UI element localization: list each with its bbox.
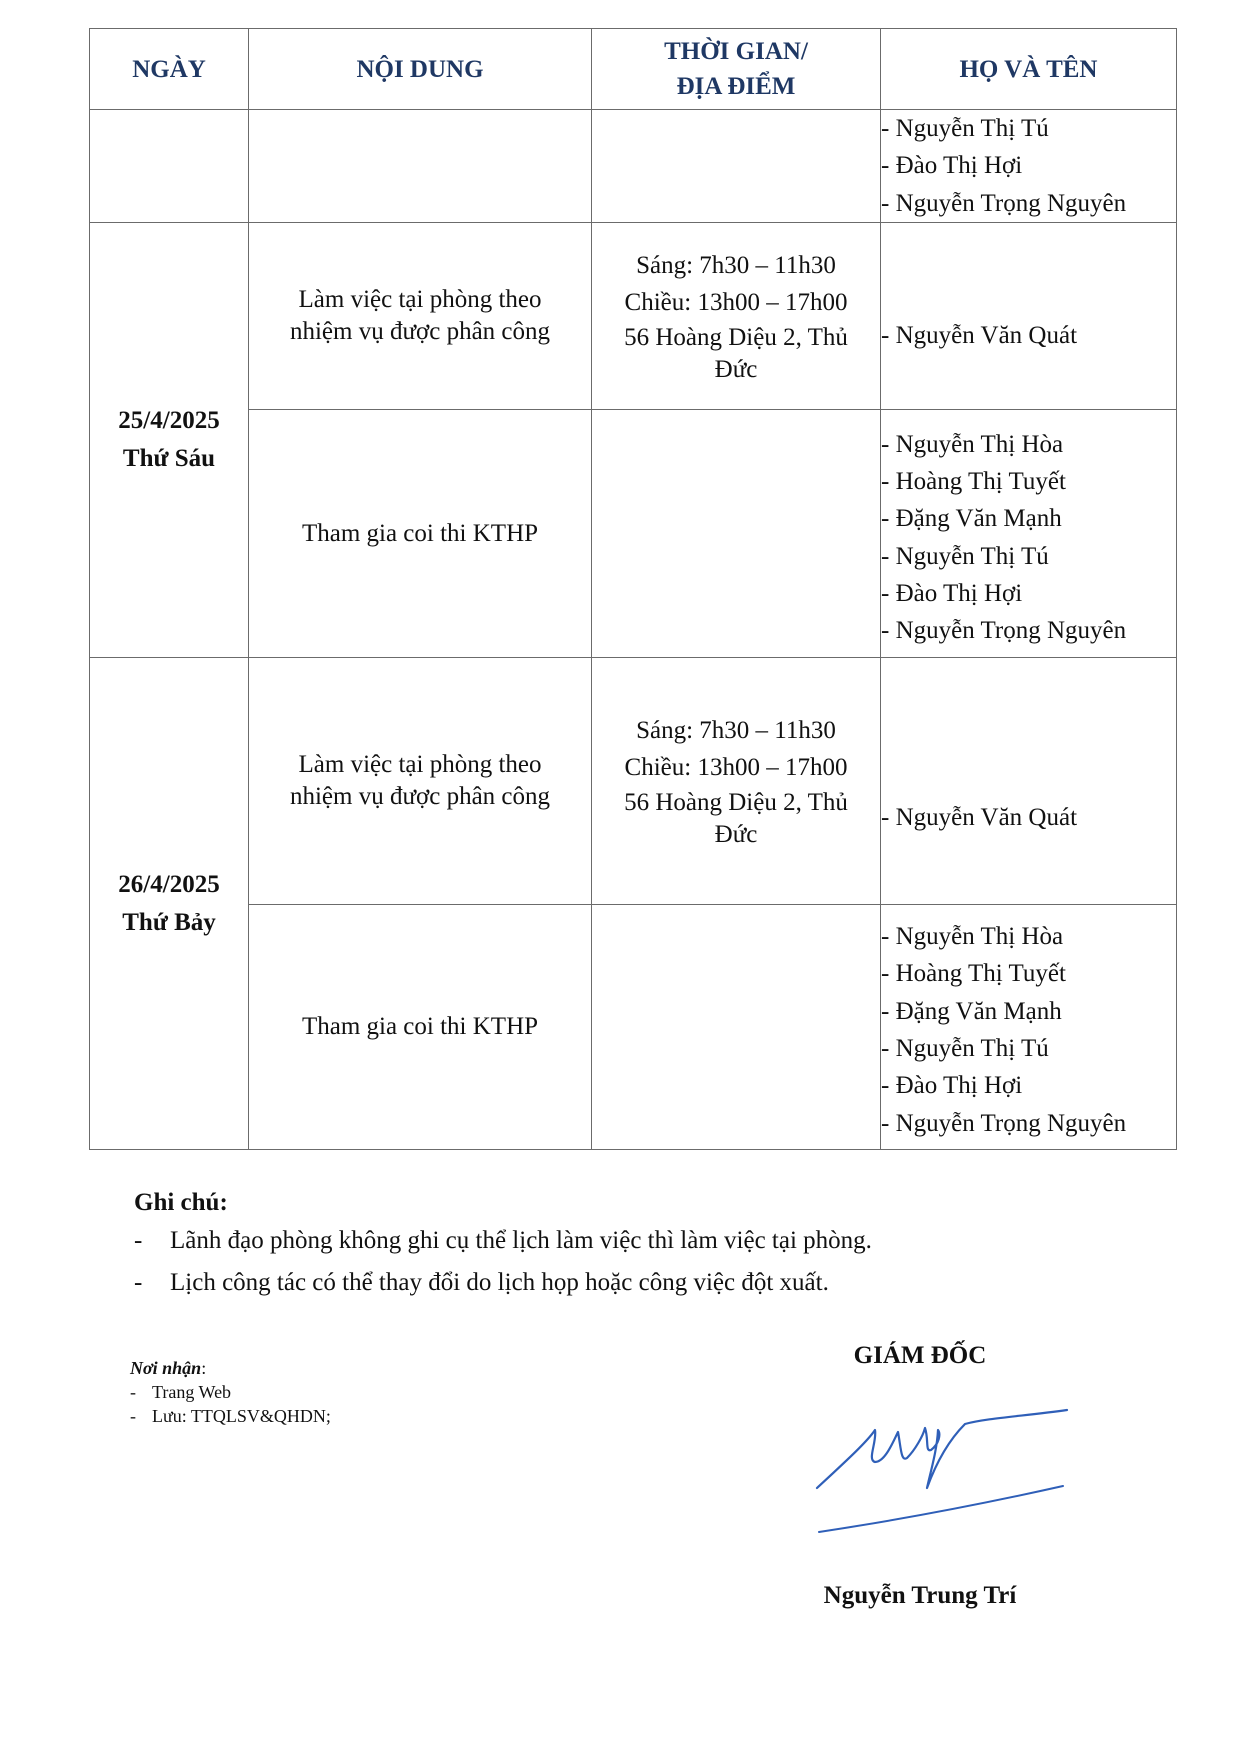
location-line: 56 Hoàng Diệu 2, Thủ bbox=[624, 789, 848, 816]
morning-time: Sáng: 7h30 – 11h30 bbox=[636, 717, 836, 744]
header-day: NGÀY bbox=[90, 29, 249, 110]
content-cell: Tham gia coi thi KTHP bbox=[249, 905, 592, 1150]
person-name: - Nguyễn Trọng Nguyên bbox=[881, 617, 1127, 645]
signer-name: Nguyễn Trung Trí bbox=[823, 1582, 1017, 1609]
note-text: Lịch công tác có thể thay đổi do lịch họp hoặc công việc đột xuất. bbox=[170, 1269, 829, 1296]
header-names: HỌ VÀ TÊN bbox=[881, 29, 1177, 110]
person-name: - Đặng Văn Mạnh bbox=[881, 997, 1062, 1025]
note-text: Lãnh đạo phòng không ghi cụ thể lịch làm việc thì làm việc tại phòng. bbox=[170, 1227, 872, 1254]
note-item bbox=[134, 1220, 872, 1262]
recipients-section bbox=[130, 1356, 331, 1428]
notes-section bbox=[134, 1186, 872, 1304]
location-line: Đức bbox=[714, 356, 758, 383]
person-name: - Đào Thị Hợi bbox=[881, 152, 1023, 180]
table-row bbox=[90, 905, 1177, 1150]
person-name: - Hoàng Thị Tuyết bbox=[881, 467, 1066, 495]
location-line: Đức bbox=[714, 821, 758, 848]
header-content: NỘI DUNG bbox=[249, 29, 592, 110]
names-cell bbox=[881, 410, 1177, 658]
content-cell: Tham gia coi thi KTHP bbox=[249, 410, 592, 658]
person-name: - Đào Thị Hợi bbox=[881, 579, 1023, 607]
person-name: - Đào Thị Hợi bbox=[881, 1072, 1023, 1100]
names-cell bbox=[881, 223, 1177, 410]
recipients-title: Nơi nhận bbox=[130, 1358, 202, 1378]
recipient-text: Lưu: TTQLSV&QHDN; bbox=[152, 1406, 331, 1426]
content-line: Làm việc tại phòng theo bbox=[298, 751, 542, 778]
bullet-dash: - bbox=[134, 1269, 143, 1296]
recipient-text: Trang Web bbox=[152, 1382, 232, 1402]
content-line: nhiệm vụ được phân công bbox=[289, 783, 551, 810]
empty-cell bbox=[249, 110, 592, 223]
afternoon-time: Chiều: 13h00 – 17h00 bbox=[624, 754, 848, 781]
time-location-cell bbox=[592, 223, 881, 410]
recipient-item bbox=[130, 1380, 331, 1404]
weekday: Thứ Sáu bbox=[122, 445, 216, 472]
empty-cell bbox=[592, 905, 881, 1150]
recipients-heading bbox=[130, 1356, 331, 1380]
bullet-dash: - bbox=[130, 1382, 136, 1402]
person-name: - Nguyễn Thị Tú bbox=[881, 1035, 1049, 1062]
person-name: - Đặng Văn Mạnh bbox=[881, 505, 1062, 533]
content-line: Làm việc tại phòng theo bbox=[298, 286, 542, 313]
content-cell bbox=[249, 223, 592, 410]
table-row bbox=[90, 223, 1177, 410]
person-name: - Nguyễn Thị Tú bbox=[881, 542, 1049, 570]
weekday: Thứ Bảy bbox=[122, 908, 216, 936]
notes-title: Ghi chú: bbox=[134, 1189, 228, 1216]
bullet-dash: - bbox=[134, 1227, 143, 1254]
empty-cell bbox=[592, 110, 881, 223]
names-cell bbox=[881, 110, 1177, 223]
handwritten-signature bbox=[805, 1400, 1095, 1550]
header-location: ĐỊA ĐIỂM bbox=[676, 73, 796, 100]
header-time-location bbox=[592, 29, 881, 110]
schedule-table bbox=[89, 28, 1177, 1150]
date: 26/4/2025 bbox=[118, 870, 220, 898]
location-line: 56 Hoàng Diệu 2, Thủ bbox=[624, 324, 848, 351]
person-name: - Nguyễn Trọng Nguyên bbox=[881, 1109, 1127, 1137]
header-time: THỜI GIAN/ bbox=[664, 38, 808, 65]
person-name: - Nguyễn Trọng Nguyên bbox=[881, 189, 1127, 217]
empty-cell bbox=[592, 410, 881, 658]
date: 25/4/2025 bbox=[118, 407, 220, 434]
person-name: - Nguyễn Văn Quát bbox=[881, 322, 1078, 350]
signer-position: GIÁM ĐỐC bbox=[853, 1342, 987, 1369]
header-row bbox=[90, 29, 1177, 110]
person-name: - Nguyễn Thị Hòa bbox=[881, 923, 1064, 951]
time-location-cell bbox=[592, 658, 881, 905]
morning-time: Sáng: 7h30 – 11h30 bbox=[636, 252, 836, 279]
day-cell bbox=[90, 658, 249, 1150]
bullet-dash: - bbox=[130, 1406, 136, 1426]
continued-row bbox=[90, 110, 1177, 223]
day-cell bbox=[90, 223, 249, 658]
person-name: - Nguyễn Thị Tú bbox=[881, 115, 1049, 143]
person-name: - Nguyễn Văn Quát bbox=[881, 804, 1078, 832]
afternoon-time: Chiều: 13h00 – 17h00 bbox=[624, 289, 848, 316]
names-cell bbox=[881, 658, 1177, 905]
content-cell bbox=[249, 658, 592, 905]
names-cell bbox=[881, 905, 1177, 1150]
empty-cell bbox=[90, 110, 249, 223]
person-name: - Hoàng Thị Tuyết bbox=[881, 960, 1066, 988]
recipient-item bbox=[130, 1404, 331, 1428]
content-line: nhiệm vụ được phân công bbox=[289, 318, 551, 345]
recipients-colon: : bbox=[201, 1358, 207, 1378]
person-name: - Nguyễn Thị Hòa bbox=[881, 430, 1064, 458]
table-row bbox=[90, 658, 1177, 905]
table-row bbox=[90, 410, 1177, 658]
note-item bbox=[134, 1262, 872, 1304]
